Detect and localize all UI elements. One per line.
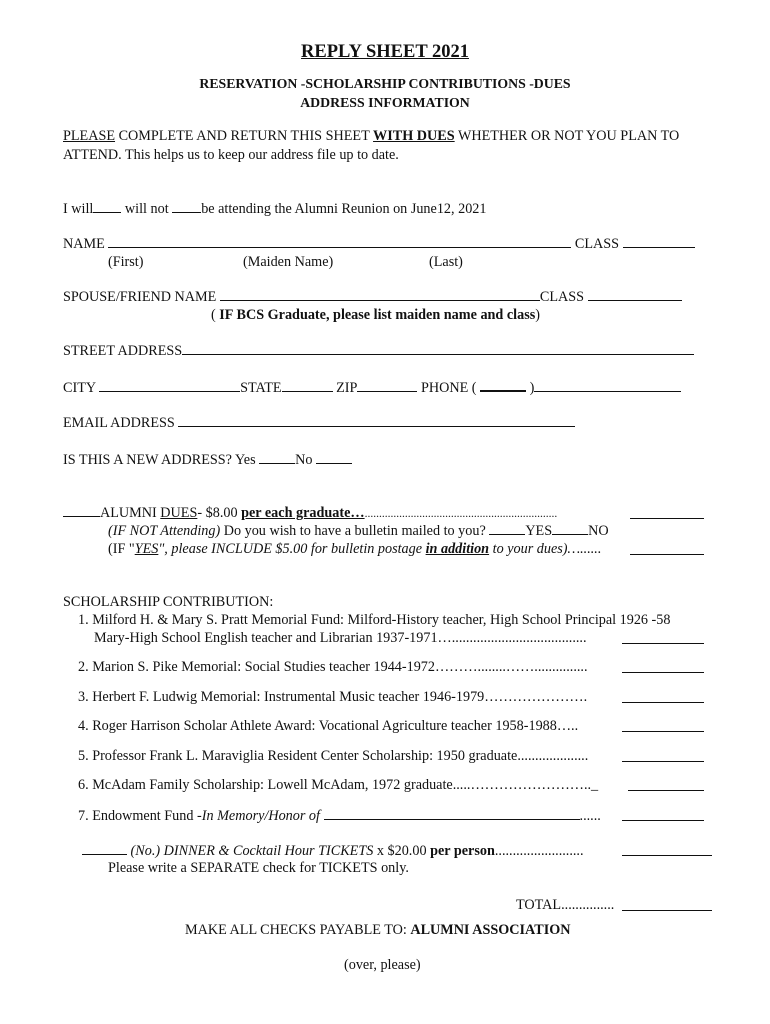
scholarship-item-4-amount[interactable]	[622, 719, 704, 732]
new-address-no-blank[interactable]	[316, 451, 352, 464]
street-address-field[interactable]	[182, 342, 694, 355]
email-row: EMAIL ADDRESS	[63, 414, 575, 432]
city-field[interactable]	[99, 379, 240, 392]
bulletin-no-blank[interactable]	[552, 522, 588, 535]
will-attend-blank[interactable]	[93, 200, 121, 213]
email-field[interactable]	[178, 414, 575, 427]
intro-line-2: ATTEND. This helps us to keep our address file up to date.	[63, 147, 399, 163]
name-last-hint: (Last)	[429, 254, 463, 270]
scholarship-item-6: 6. McAdam Family Scholarship: Lowell McAdam, 1972 graduate.....…………………….._	[78, 777, 599, 793]
scholarship-heading: SCHOLARSHIP CONTRIBUTION:	[63, 594, 274, 610]
zip-field[interactable]	[357, 379, 417, 392]
please-word: PLEASE	[63, 128, 116, 144]
phone-number-field[interactable]	[534, 379, 681, 392]
spouse-name-field[interactable]	[220, 288, 540, 301]
name-row: NAME CLASS	[63, 235, 695, 253]
spouse-note: ( IF BCS Graduate, please list maiden name and class)	[211, 307, 540, 323]
scholarship-item-6-amount[interactable]	[628, 778, 704, 791]
attending-line: I will will not be attending the Alumni Reunion on June12, 2021	[63, 201, 487, 217]
name-first-hint: (First)	[108, 254, 144, 270]
total-label: TOTAL...............	[516, 897, 615, 913]
scholarship-item-1-line-1: 1. Milford H. & Mary S. Pratt Memorial Fund: Milford-History teacher, High School Principal 1926 -58	[78, 612, 671, 628]
dues-line: ALUMNI DUES- $8.00 per each graduate…...................................................................	[63, 504, 557, 523]
tickets-note: Please write a SEPARATE check for TICKETS only.	[108, 860, 409, 876]
with-dues-emphasis: WITH DUES	[373, 128, 455, 144]
memory-honor-name-field[interactable]	[324, 807, 580, 820]
new-address-yes-blank[interactable]	[259, 451, 295, 464]
scholarship-item-4: 4. Roger Harrison Scholar Athlete Award: Vocational Agriculture teacher 1958-1988…..	[78, 718, 579, 734]
payee-name: ALUMNI ASSOCIATION	[410, 922, 571, 938]
dues-amount-blank[interactable]	[63, 504, 100, 517]
scholarship-item-5-amount[interactable]	[622, 749, 704, 762]
name-maiden-hint: (Maiden Name)	[243, 254, 334, 270]
subtitle-line-2: ADDRESS INFORMATION	[300, 95, 470, 110]
state-field[interactable]	[282, 379, 333, 392]
scholarship-item-1-line-2: Mary-High School English teacher and Librarian 1937-1971…......................................	[94, 630, 587, 646]
scholarship-item-2-amount[interactable]	[622, 660, 704, 673]
new-address-row: IS THIS A NEW ADDRESS? Yes No	[63, 451, 352, 469]
per-each-graduate: per each graduate…	[241, 505, 365, 521]
over-please-footer: (over, please)	[344, 957, 421, 973]
dues-total-field[interactable]	[630, 506, 704, 519]
page-title: REPLY SHEET 2021	[301, 42, 469, 62]
tickets-line: (No.) DINNER & Cocktail Hour TICKETS x $20.00 per person.........................	[82, 842, 584, 860]
scholarship-item-7: 7. Endowment Fund -In Memory/Honor of ......	[78, 808, 601, 824]
name-class-field[interactable]	[623, 235, 695, 248]
spouse-class-field[interactable]	[588, 288, 682, 301]
ticket-quantity-field[interactable]	[82, 842, 127, 855]
name-field[interactable]	[108, 235, 571, 248]
bulletin-question: (IF NOT Attending) Do you wish to have a bulletin mailed to you? YES NO	[108, 523, 609, 539]
scholarship-item-3-amount[interactable]	[622, 690, 704, 703]
intro-line-1: PLEASE COMPLETE AND RETURN THIS SHEET WITH DUES WHETHER OR NOT YOU PLAN TO	[63, 128, 680, 144]
phone-area-code-field[interactable]	[480, 378, 526, 392]
bulletin-postage-field[interactable]	[630, 542, 704, 555]
spouse-row: SPOUSE/FRIEND NAME CLASS	[63, 288, 682, 306]
grand-total-field[interactable]	[622, 898, 712, 911]
scholarship-item-1-amount[interactable]	[622, 631, 704, 644]
bulletin-yes-blank[interactable]	[489, 522, 525, 535]
scholarship-item-3: 3. Herbert F. Ludwig Memorial: Instrumental Music teacher 1946-1979………………….	[78, 689, 588, 705]
scholarship-item-5: 5. Professor Frank L. Maraviglia Resident Center Scholarship: 1950 graduate....................	[78, 748, 589, 764]
scholarship-item-2: 2. Marion S. Pike Memorial: Social Studies teacher 1944-1972………........……...............	[78, 659, 588, 675]
subtitle-line-1: RESERVATION -SCHOLARSHIP CONTRIBUTIONS -DUES	[199, 76, 571, 91]
checks-payable-line: MAKE ALL CHECKS PAYABLE TO: ALUMNI ASSOCIATION	[185, 922, 571, 938]
scholarship-item-7-amount[interactable]	[622, 808, 704, 821]
will-not-attend-blank[interactable]	[172, 200, 201, 213]
city-row: CITY STATE ZIP PHONE ( )	[63, 378, 681, 397]
bulletin-postage-note: (IF "YES", please INCLUDE $5.00 for bulletin postage in addition to your dues)…......	[108, 541, 602, 557]
tickets-total-field[interactable]	[622, 843, 712, 856]
street-row: STREET ADDRESS	[63, 342, 694, 360]
